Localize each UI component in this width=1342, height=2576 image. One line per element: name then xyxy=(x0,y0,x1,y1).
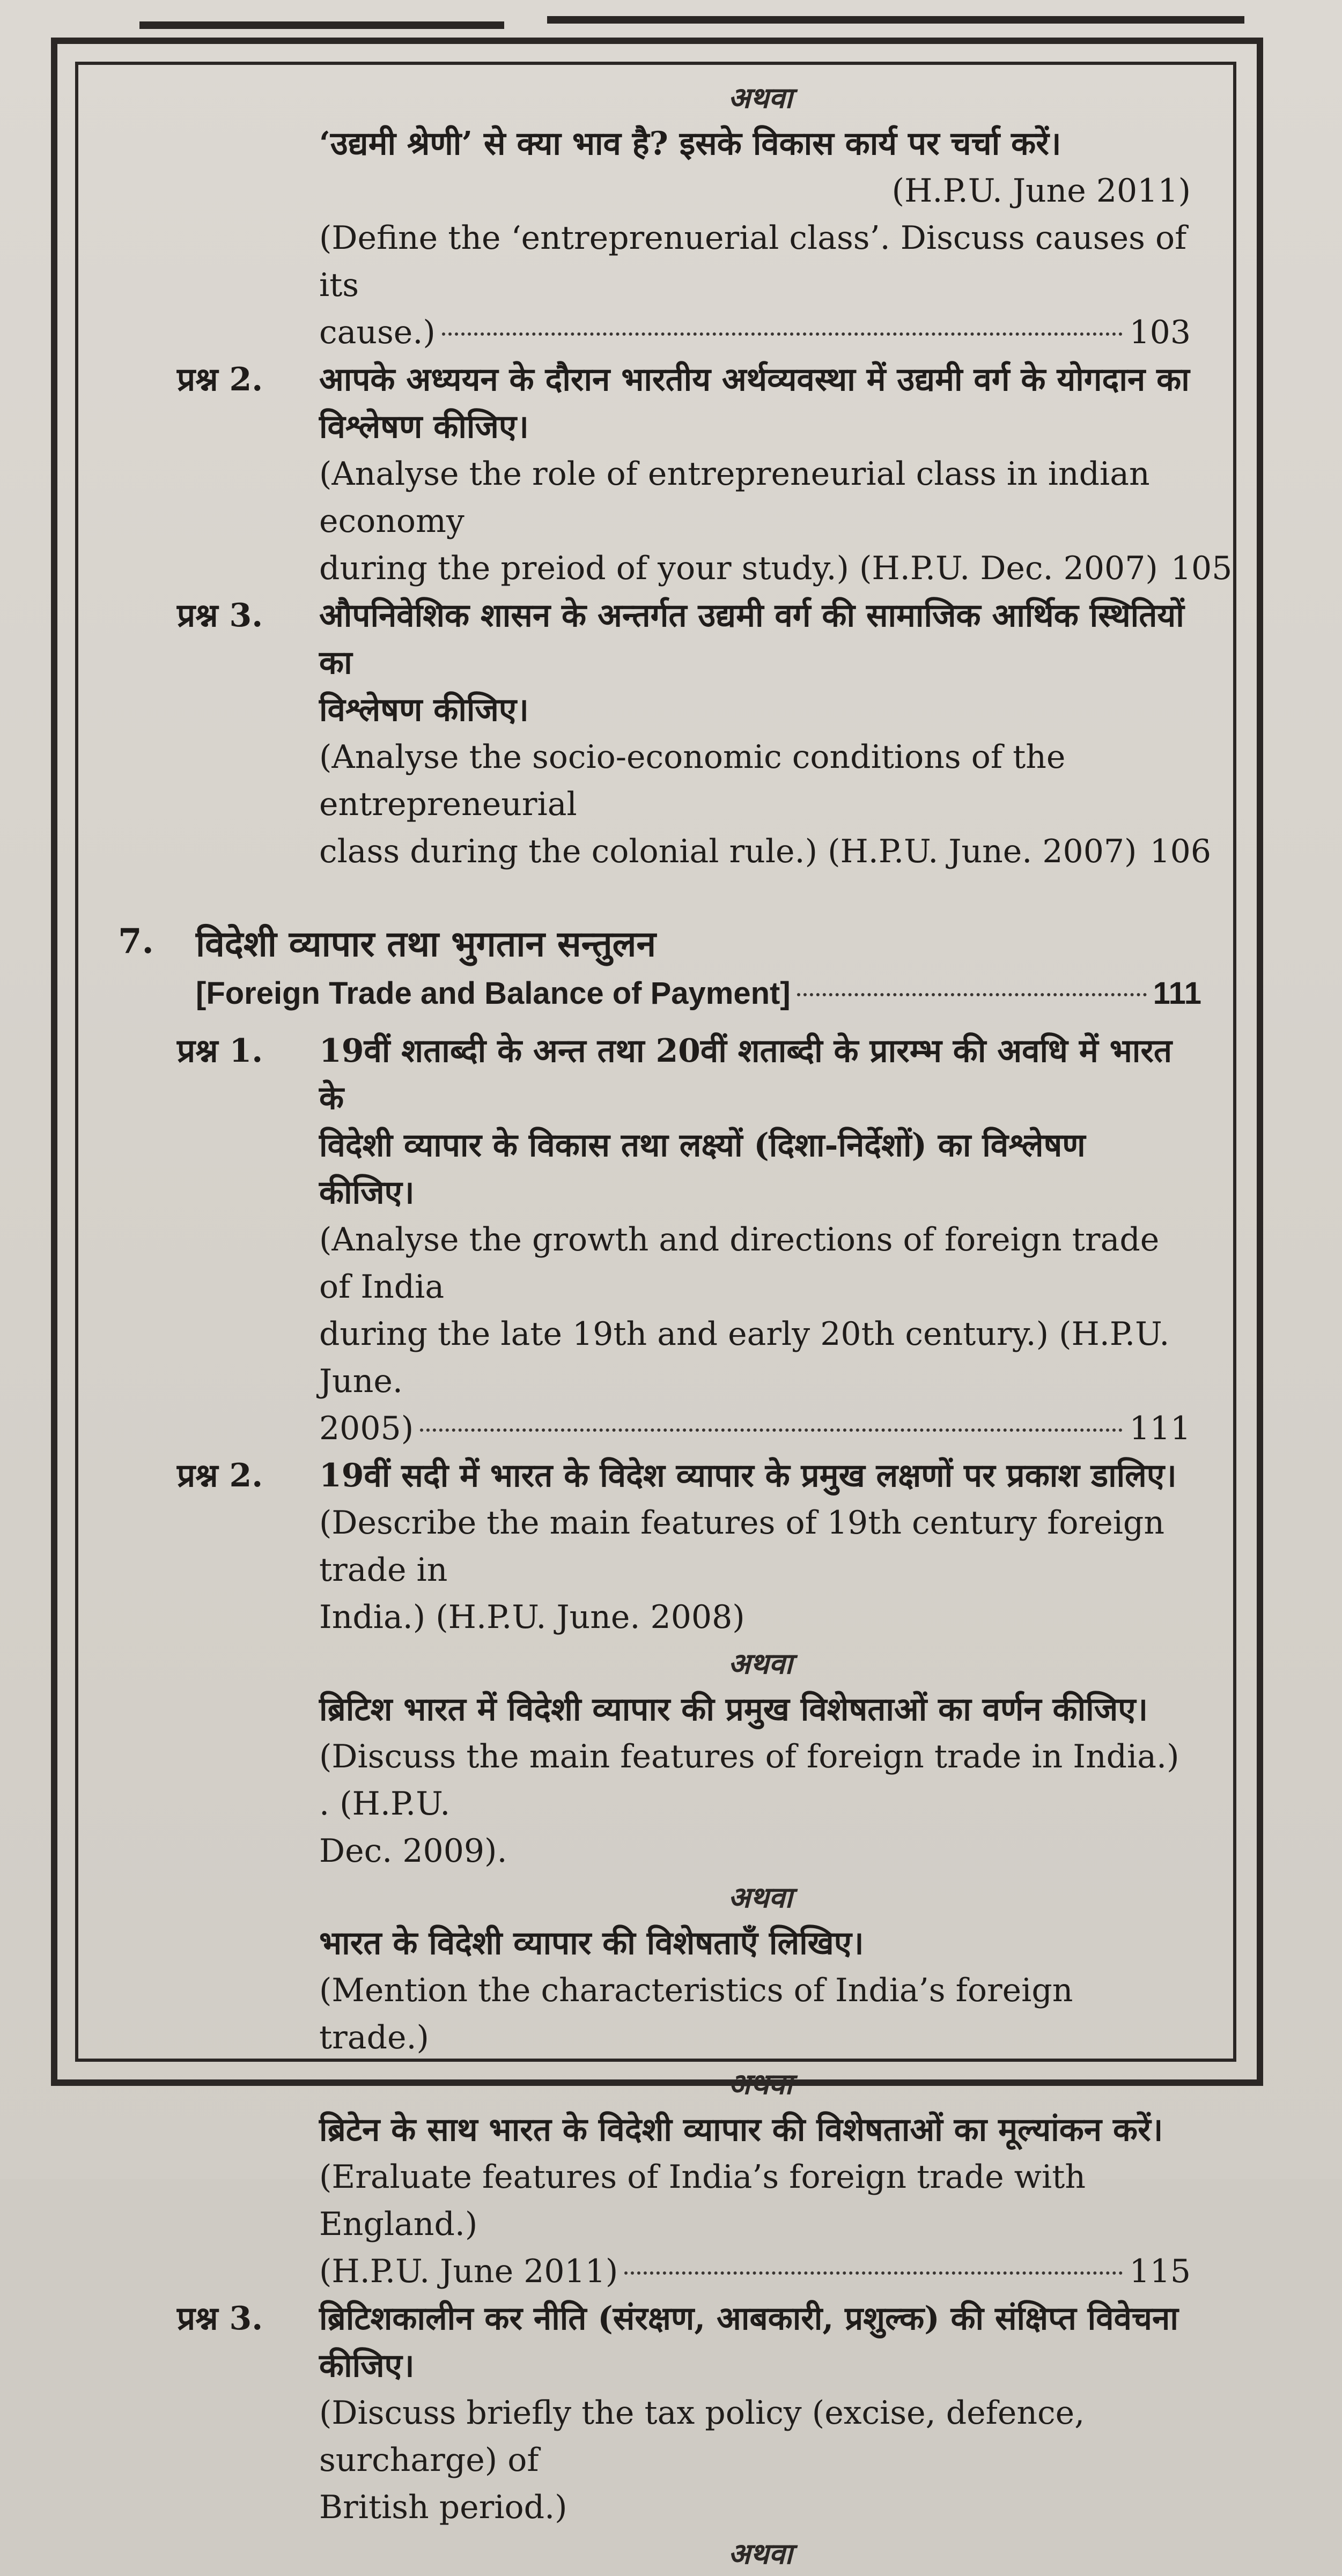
question-text-english: (Eraluate features of India’s foreign trade with England.) xyxy=(319,2158,1086,2243)
question-label: प्रश्न 2. xyxy=(177,361,263,398)
question-text-hindi: औपनिवेशिक शासन के अन्तर्गत उद्यमी वर्ग की सामाजिक आर्थिक स्थितियों का xyxy=(319,597,1184,682)
chapter-number: 7. xyxy=(118,921,154,961)
athva-separator: अथवा xyxy=(728,2067,793,2101)
chapter-title-hindi: विदेशी व्यापार तथा भुगतान सन्तुलन xyxy=(196,923,656,965)
question-label: प्रश्न 1. xyxy=(177,1032,263,1070)
question-text-english: British period.) xyxy=(319,2489,567,2526)
question-text-english: (Analyse the socio-economic conditions of the entrepreneurial xyxy=(319,738,1066,823)
athva-separator: अथवा xyxy=(728,80,793,115)
toc-entry xyxy=(319,545,1233,592)
toc-entry xyxy=(196,969,1201,1018)
dot-leader xyxy=(442,332,1123,336)
page-number[interactable]: 111 xyxy=(1153,976,1201,1011)
question-text-english: (Mention the characteristics of India’s foreign trade.) xyxy=(319,1972,1073,2056)
page-number[interactable]: 111 xyxy=(1129,1410,1191,1447)
chapter-heading xyxy=(107,918,1201,1018)
page-number[interactable]: 115 xyxy=(1129,2253,1191,2290)
question-text-hindi: ‘उद्यमी श्रेणी’ से क्या भाव है? इसके विकास कार्य पर चर्चा करें। xyxy=(319,125,1061,162)
question-label: प्रश्न 3. xyxy=(177,597,263,634)
question-entry xyxy=(107,1452,1201,2295)
question-entry xyxy=(107,1027,1201,1452)
question-text-hindi: 19वीं शताब्दी के अन्त तथा 20वीं शताब्दी के प्रारम्भ की अवधि में भारत के xyxy=(319,1032,1173,1117)
page-number[interactable]: 105 xyxy=(1170,550,1233,587)
chapter-title-english: [Foreign Trade and Balance of Payment] xyxy=(196,976,791,1011)
athva-separator: अथवा xyxy=(728,2536,793,2571)
question-text-hindi: ब्रिटेन के साथ भारत के विदेशी व्यापार की विशेषताओं का मूल्यांकन करें। xyxy=(319,2111,1163,2149)
question-text-english: (Define the ‘entreprenuerial class’. Discuss causes of its xyxy=(319,219,1187,304)
dot-leader xyxy=(797,993,1147,996)
page-number[interactable]: 106 xyxy=(1149,833,1211,870)
athva-separator: अथवा xyxy=(728,1646,793,1681)
question-label: प्रश्न 2. xyxy=(177,1457,263,1494)
contents-list xyxy=(107,75,1233,2571)
top-rule-left xyxy=(139,21,504,29)
exam-reference: (H.P.U. June 2011) xyxy=(319,2253,618,2290)
question-text-hindi: विदेशी व्यापार के विकास तथा लक्ष्यों (दिशा-निर्देशों) का विश्लेषण कीजिए। xyxy=(319,1127,1086,1211)
toc-entry xyxy=(319,828,1211,875)
question-entry xyxy=(107,356,1233,592)
question-label: प्रश्न 3. xyxy=(177,2300,263,2337)
athva-separator: अथवा xyxy=(728,1880,793,1914)
page-number[interactable]: 103 xyxy=(1129,314,1191,351)
question-text-english: (Discuss briefly the tax policy (excise, defence, surcharge) of xyxy=(319,2394,1085,2479)
question-text-english: class during the colonial rule.) (H.P.U. June. 2007) xyxy=(319,833,1137,870)
toc-entry xyxy=(319,2248,1191,2295)
question-text-hindi: आपके अध्ययन के दौरान भारतीय अर्थव्यवस्था में उद्यमी वर्ग के योगदान का xyxy=(319,361,1190,398)
question-text-english: during the preiod of your study.) (H.P.U. Dec. 2007) xyxy=(319,550,1158,587)
question-entry xyxy=(107,592,1211,875)
question-text-english: (Analyse the role of entrepreneurial class in indian economy xyxy=(319,455,1150,540)
question-text-english: cause.) xyxy=(319,314,436,351)
question-text-english: 2005) xyxy=(319,1410,414,1447)
question-text-hindi: ब्रिटिश भारत में विदेशी व्यापार की प्रमुख विशेषताओं का वर्णन कीजिए। xyxy=(319,1691,1148,1728)
question-text-english: (Discuss the main features of foreign trade in India.) . (H.P.U. xyxy=(319,1738,1179,1823)
dot-leader xyxy=(420,1428,1123,1432)
question-text-hindi: विश्लेषण कीजिए। xyxy=(319,408,529,446)
dot-leader xyxy=(624,2271,1123,2275)
question-text-hindi: ब्रिटिशकालीन कर नीति (संरक्षण, आबकारी, प्रशुल्क) की संक्षिप्त विवेचना xyxy=(319,2300,1178,2337)
top-rule-right xyxy=(547,16,1244,24)
question-text-hindi: 19वीं सदी में भारत के विदेश व्यापार के प्रमुख लक्षणों पर प्रकाश डालिए। xyxy=(319,1457,1177,1494)
toc-entry xyxy=(319,1405,1191,1452)
toc-entry xyxy=(319,309,1191,356)
question-text-english: during the late 19th and early 20th century.) (H.P.U. June. xyxy=(319,1315,1170,1400)
question-text-english: (Analyse the growth and directions of foreign trade of India xyxy=(319,1221,1160,1306)
question-text-hindi: कीजिए। xyxy=(319,2347,415,2385)
question-text-english: Dec. 2009). xyxy=(319,1832,507,1870)
question-text-english: India.) (H.P.U. June. 2008) xyxy=(319,1598,745,1636)
question-entry xyxy=(107,2295,1201,2576)
question-text-hindi: विश्लेषण कीजिए। xyxy=(319,691,529,729)
question-text-english: (Describe the main features of 19th century foreign trade in xyxy=(319,1504,1164,1589)
question-text-hindi: भारत के विदेशी व्यापार की विशेषताएँ लिखिए। xyxy=(319,1924,864,1962)
exam-reference: (H.P.U. June 2011) xyxy=(891,172,1191,210)
